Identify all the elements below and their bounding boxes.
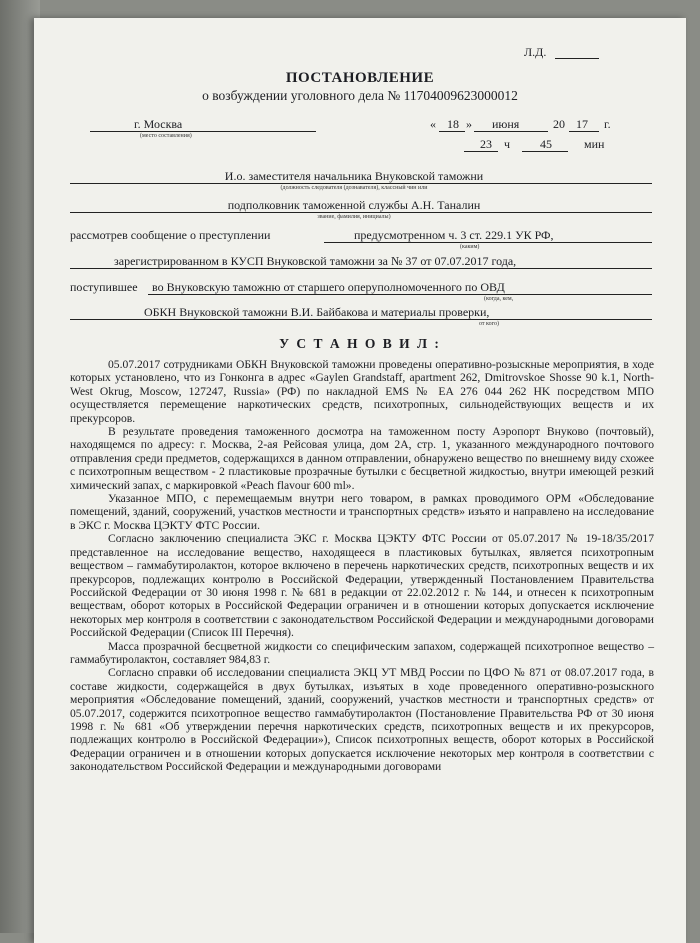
- document-subtitle: о возбуждении уголовного дела № 11704009623000012: [202, 88, 518, 103]
- official-name-caption: звание, фамилия, инициалы): [317, 214, 391, 220]
- time-minute-line: [522, 151, 568, 152]
- report-registered-line: [70, 268, 652, 269]
- report-crime: предусмотренном ч. 3 ст. 229.1 УК РФ,: [354, 228, 554, 242]
- report-label: рассмотрев сообщение о преступлении: [70, 228, 271, 242]
- report-crime-caption: (каким): [460, 244, 480, 250]
- ld-line: [555, 58, 599, 59]
- ld-label: Л.Д.: [524, 45, 547, 59]
- received-line: [148, 294, 652, 295]
- received-line-2: [70, 319, 652, 320]
- official-name-line: [70, 212, 652, 213]
- document-page: [34, 18, 686, 943]
- received-text: во Внуковскую таможню от старшего оперуполномоченного по ОВД: [152, 280, 505, 294]
- place-city: г. Москва: [134, 117, 183, 131]
- time-hour-unit: ч: [504, 137, 511, 151]
- date-month: июня: [492, 117, 520, 131]
- time-minute: 45: [540, 137, 552, 151]
- report-crime-line: [324, 242, 652, 243]
- body-paragraph-1: 05.07.2017 сотрудниками ОБКН Внуковской таможни проведены оперативно-розыскные мероприятия, в ходе которых установлено, что из Гонконга в адрес «Gaylen Grandstaff, apartment 262, Dmitrovskoe Shosse 90 k.1, North-West Okrug, Moscow, 127247, Russia» (РФ) по накладной EMS № EA 276 044 262 HK посредством МПО осуществляется перемещение наркотических средств, психотропных, сильнодействующих веществ и их прекурсоров.: [70, 358, 654, 425]
- date-close-quote: »: [466, 117, 472, 131]
- received-label: поступившее: [70, 280, 138, 294]
- date-open-quote: «: [430, 117, 436, 131]
- official-name: подполковник таможенной службы А.Н. Таналин: [227, 198, 481, 212]
- document-title: ПОСТАНОВЛЕНИЕ: [285, 70, 435, 86]
- official-position: И.о. заместителя начальника Внуковской таможни: [224, 169, 484, 183]
- time-minute-unit: мин: [584, 137, 605, 151]
- report-registered: зарегистрированном в КУСП Внуковской таможни за № 37 от 07.07.2017 года,: [114, 254, 517, 268]
- body-paragraph-3: Указанное МПО, с перемещаемым внутри него товаром, в рамках проводимого ОРМ «Обследование помещений, зданий, сооружений, участков местности и транспортных средств» изъято и направлено на исследование в ЭКС г. Москва ЦЭКТУ ФТС России.: [70, 492, 654, 532]
- received-caption-2: от кого): [479, 321, 499, 327]
- official-position-caption: (должность следователя (дознавателя), классный чин или: [280, 185, 428, 191]
- date-month-line: [474, 131, 548, 132]
- date-day-line: [439, 131, 465, 132]
- body-paragraph-4: Согласно заключению специалиста ЭКС г. Москва ЦЭКТУ ФТС России от 05.07.2017 № 19-18/35/2017 представленное на исследование вещество, находящееся в пластиковых бутылках, является психотропным веществом – гаммабутиролактон, которое включено в перечень наркотических средств, психотропных веществ и их прекурсоров, подлежащих контролю в Российской Федерации, утвержденный Постановлением Правительства Российской Федерации от 30 июня 1998 г. № 681 в редакции от 22.02.2012 г. № 144, и отнесен к психотропным веществам, оборот которых в Российской Федерации ограничен и в отношении которых допускается исключение некоторых мер контроля в соответствии с законодательством Российской Федерации и международными договорами Российской Федерации (Список III Перечня).: [70, 532, 654, 640]
- body-paragraph-2: В результате проведения таможенного досмотра на таможенном посту Аэропорт Внуково (почтовый), находящемся по адресу: г. Москва, 2-ая Рейсовая улица, дом 2А, стр. 1, указанного международного почтового отправления среди предметов, содержащихся в данном отправлении, обнаружено вещество по внешнему виду схожее с психотропным веществом - 2 пластиковые прозрачные бутылки с бесцветной жидкостью, внутри имеющей резкий химический запах, с маркировкой «Peach flavour 600 ml».: [70, 425, 654, 492]
- date-year-suffix: 17: [576, 117, 588, 131]
- date-year-unit: г.: [604, 117, 611, 131]
- body-paragraph-6: Согласно справки об исследовании специалиста ЭКЦ УТ МВД России по ЦФО № 871 от 08.07.2017 года, в составе жидкости, содержащейся в двух бутылках, изъятых в ходе проведенного оперативно-розыскного мероприятия «Обследование помещений, зданий, сооружений, участков местности и транспортных средств» от 05.07.2017, содержится психотропное вещество гаммабутиролактон (Постановление Правительства РФ от 30 июня 1998 г. № 681 «Об утверждении перечня наркотических средств, психотропных веществ и их прекурсоров, подлежащих контролю в Российской Федерации»), Список психотропных веществ, оборот которых в Российской Федерации ограничен и в отношении которых допускается исключение некоторых мер контроля в соответствии с законодательством Российской Федерации и международными договорами: [70, 666, 654, 774]
- received-text-2: ОБКН Внуковской таможни В.И. Байбакова и материалы проверки,: [144, 305, 490, 319]
- date-day: 18: [447, 117, 459, 131]
- official-position-line: [70, 183, 652, 184]
- place-line: [90, 131, 316, 132]
- received-caption: (когда, кем,: [484, 296, 514, 302]
- time-hour: 23: [480, 137, 492, 151]
- established-heading: У С Т А Н О В И Л :: [279, 336, 441, 351]
- document-body: [70, 358, 654, 774]
- body-paragraph-5: Масса прозрачной бесцветной жидкости со специфическим запахом, содержащей психотропное вещество – гаммабутиролактон, составляет 984,83 г.: [70, 639, 654, 666]
- time-hour-line: [464, 151, 498, 152]
- date-year-line: [569, 131, 599, 132]
- date-year-prefix: 20: [553, 117, 565, 131]
- place-caption: (место составления): [140, 133, 192, 139]
